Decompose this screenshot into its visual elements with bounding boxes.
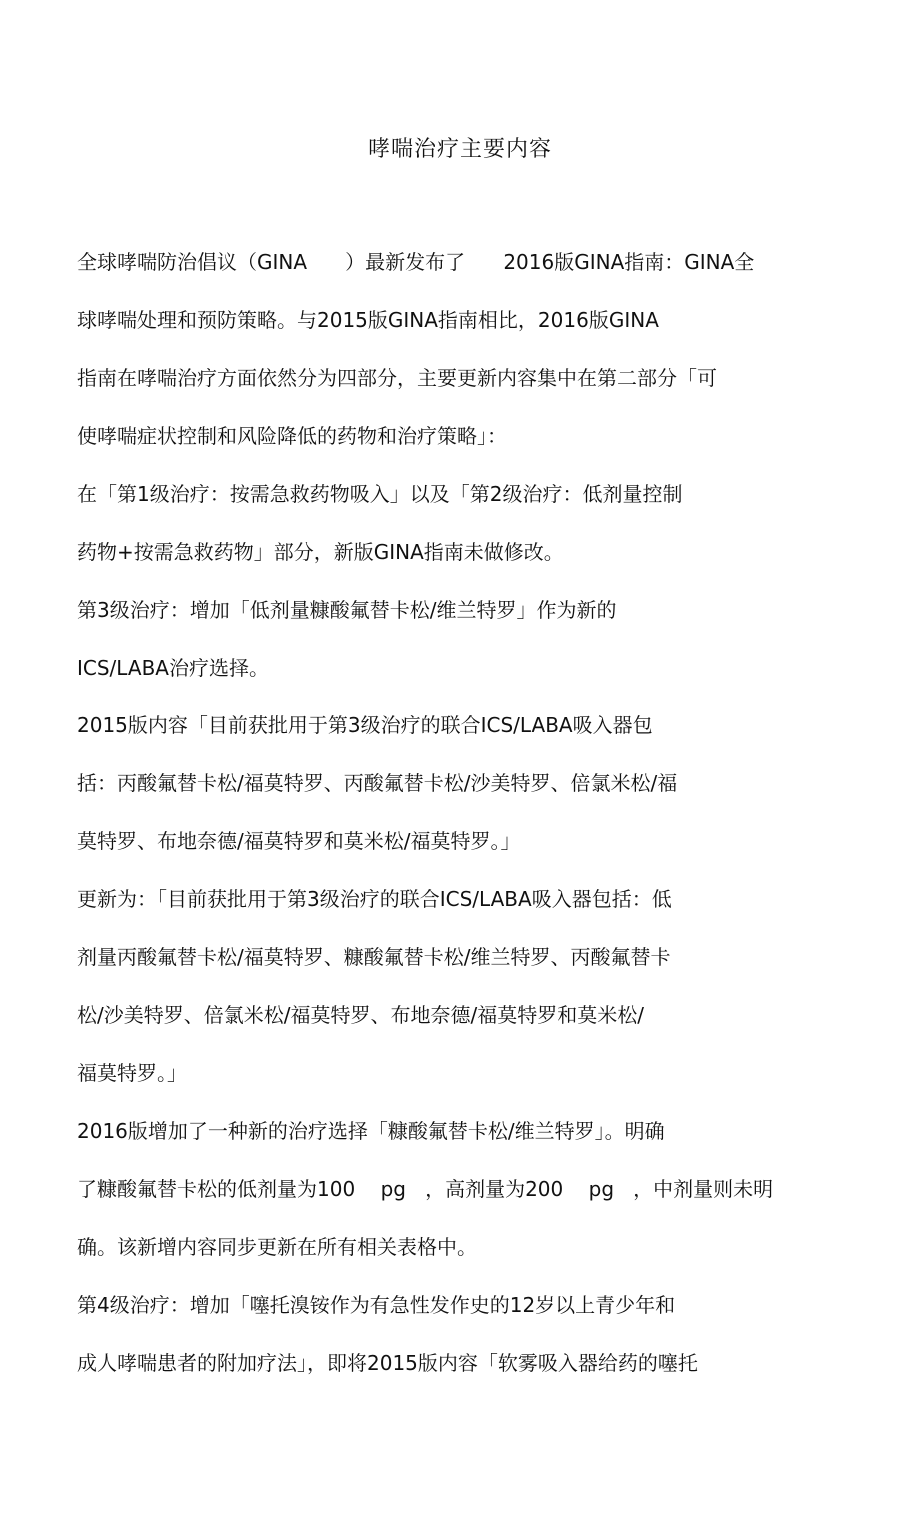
text-line: 更新为：「目前获批用于第3级治疗的联合ICS/LABA吸入器包括：低 [77,887,672,911]
text-line: 全球哮喘防治倡议（GINA ）最新发布了 2016版GINA指南：GINA全 [77,250,755,274]
text-line: 球哮喘处理和预防策略。与2015版GINA指南相比，2016版GINA [77,308,659,332]
text-line: 2016版增加了一种新的治疗选择「糠酸氟替卡松/维兰特罗」。明确 [77,1119,665,1143]
text-line: 松/沙美特罗、倍氯米松/福莫特罗、布地奈德/福莫特罗和莫米松/ [77,1003,644,1027]
text-line: 成人哮喘患者的附加疗法」，即将2015版内容「软雾吸入器给药的噻托 [77,1351,698,1375]
text-line: 在「第1级治疗：按需急救药物吸入」以及「第2级治疗：低剂量控制 [77,482,683,506]
text-line: 确。该新增内容同步更新在所有相关表格中。 [77,1235,477,1259]
text-line: 指南在哮喘治疗方面依然分为四部分，主要更新内容集中在第二部分「可 [77,366,717,390]
text-line: 剂量丙酸氟替卡松/福莫特罗、糠酸氟替卡松/维兰特罗、丙酸氟替卡 [77,945,671,969]
text-line: 第4级治疗：增加「噻托溴铵作为有急性发作史的12岁以上青少年和 [77,1293,676,1317]
text-line: 使哮喘症状控制和风险降低的药物和治疗策略」： [77,424,507,448]
text-line: 2015版内容「目前获批用于第3级治疗的联合ICS/LABA吸入器包 [77,713,653,737]
text-line: 了糠酸氟替卡松的低剂量为100 pg ，高剂量为200 pg ，中剂量则未明 [77,1177,774,1201]
text-line: 福莫特罗。」 [77,1061,187,1085]
document-title: 哮喘治疗主要内容 [367,137,552,162]
text-line: 药物+按需急救药物」部分，新版GINA指南未做修改。 [77,540,564,564]
text-line: 莫特罗、布地奈德/福莫特罗和莫米松/福莫特罗。」 [77,829,521,853]
text-line: ICS/LABA治疗选择。 [77,656,269,680]
text-line: 第3级治疗：增加「低剂量糠酸氟替卡松/维兰特罗」作为新的 [77,598,617,622]
text-line: 括：丙酸氟替卡松/福莫特罗、丙酸氟替卡松/沙美特罗、倍氯米松/福 [77,771,678,795]
